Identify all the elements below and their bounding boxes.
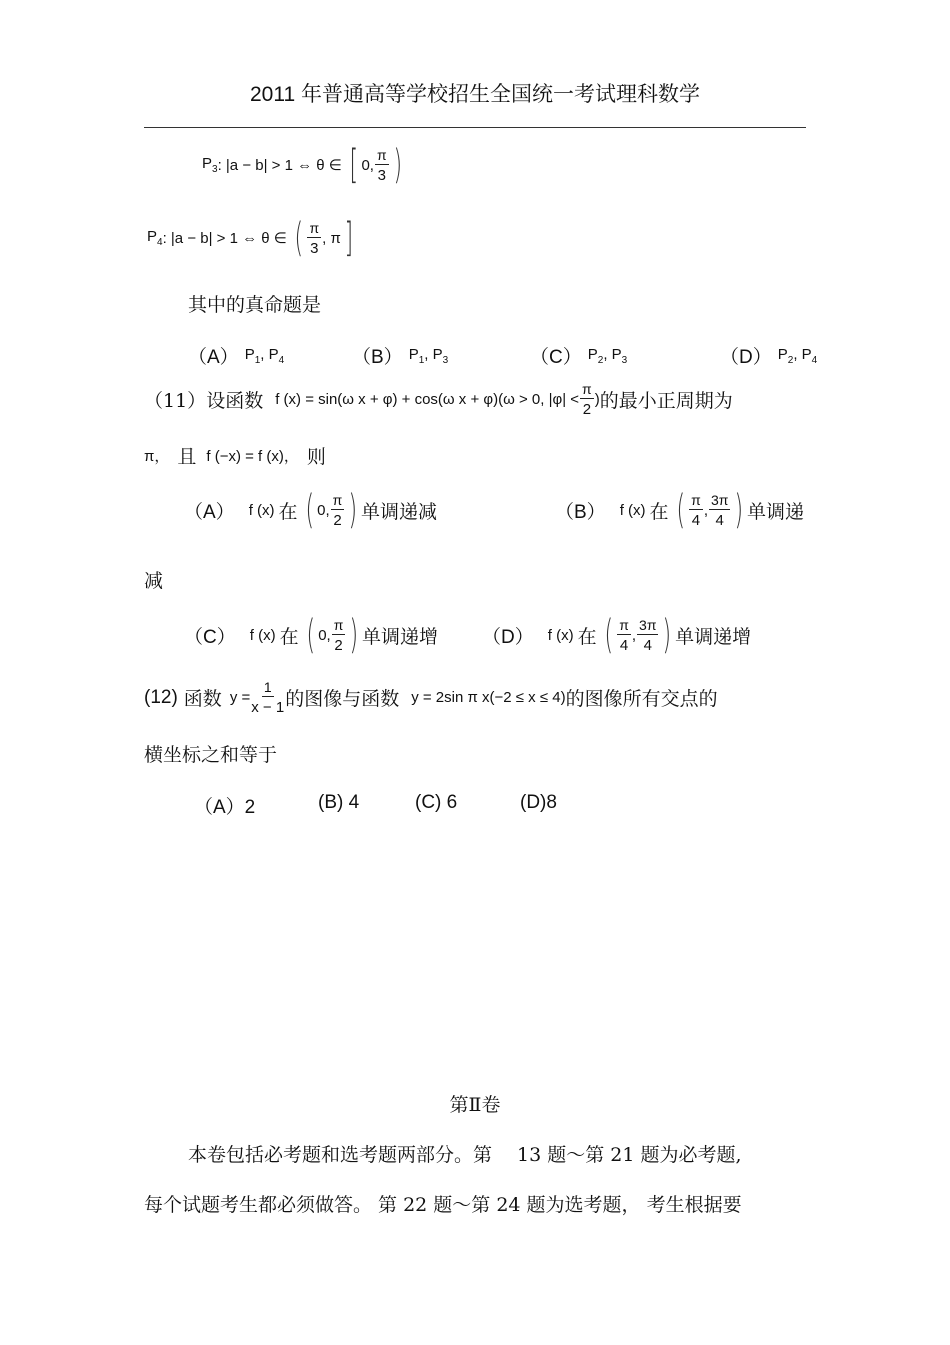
- fraction: $\frac{3\pi}{4}$: [639, 616, 657, 654]
- section-title: 第Ⅱ卷: [449, 1094, 501, 1116]
- q12-option-a: （A）2: [194, 797, 256, 818]
- fraction: $\frac{3\pi}{4}$: [710, 491, 729, 529]
- question-11-line2: π， 且 f (−x) = f (x)， 则: [144, 446, 326, 468]
- q11-option-b: （B） f (x) 在 ( $\frac{\pi}{4}$ , $\frac{3\pi}{4}$ ) 单调递: [555, 487, 805, 533]
- q11-option-a: （A） f (x) 在 ( 0, $\frac{\pi}{2}$ ) 单调递减: [184, 487, 437, 533]
- section-intro-line2: 每个试题考生都必须做答。 第 22 题～第 24 题为选考题， 考生根据要: [144, 1194, 742, 1216]
- fraction: $\frac{\pi}{4}$: [691, 491, 701, 529]
- q10-option-a: （A） $P_1$, $P_4$: [188, 345, 285, 368]
- q10-option-c: （C） $P_2$, $P_3$: [530, 345, 628, 368]
- q10-option-b: （B） $P_1$, $P_3$: [352, 345, 449, 368]
- q11-option-c: （C） f (x) 在 ( 0, $\frac{\pi}{2}$ ) 单调递增: [184, 612, 438, 658]
- p3-condition: : |a − b| > 1 ⇔ θ ∈: [217, 157, 342, 174]
- fraction: $\frac{\pi}{2}$: [333, 616, 344, 654]
- header-divider: [144, 127, 806, 128]
- p4-condition: : |a − b| > 1 ⇔ θ ∈: [162, 230, 287, 247]
- question-number: (12): [144, 686, 178, 708]
- question-12-line2: 横坐标之和等于: [144, 744, 278, 766]
- fraction: $\frac{1}{x - 1}$: [251, 679, 285, 716]
- q10-option-d: （D） $P_2$, $P_4$: [720, 345, 818, 368]
- page-header-title: 2011 年普通高等学校招生全国统一考试理科数学: [250, 83, 700, 106]
- q11-option-d: （D） f (x) 在 ( $\frac{\pi}{4}$ , $\frac{3\pi}{4}$ ) 单调递增: [482, 612, 752, 658]
- q12-option-d: (D)8: [520, 792, 557, 813]
- function-definition: f (x) = sin(ω x + φ) + cos(ω x + φ)(ω > 0, |φ| <: [275, 391, 580, 408]
- fraction: $\frac{\pi}{3}$: [309, 219, 320, 257]
- q12-option-b: (B) 4: [318, 792, 360, 813]
- fraction: $\frac{\pi}{3}$: [376, 146, 387, 184]
- section-intro-line1: 本卷包括必考题和选考题两部分。第 13 题～第 21 题为必考题,: [188, 1144, 742, 1166]
- proposition-p3: $P_3$ : |a − b| > 1 ⇔ θ ∈ [ 0, $\frac{\pi}{3}$ ): [202, 142, 402, 188]
- question-10-prompt: 其中的真命题是: [188, 294, 322, 316]
- function-definition: y = 2sin π x(−2 ≤ x ≤ 4): [411, 689, 566, 706]
- question-11-line1: （11） 设函数 f (x) = sin(ω x + φ) + cos(ω x + φ)(ω > 0, |φ| < $\frac{\pi}{2}$ ) 的最小正周期为: [144, 381, 733, 418]
- question-12-line1: (12) 函数 y = $\frac{1}{x - 1}$ 的图像与函数 y = 2sin π x(−2 ≤ x ≤ 4) 的图像所有交点的: [144, 679, 718, 716]
- question-number: （11）: [144, 390, 207, 412]
- fraction: $\frac{\pi}{4}$: [619, 616, 629, 654]
- proposition-p4: $P_4$ : |a − b| > 1 ⇔ θ ∈ ( $\frac{\pi}{3}$ , π ]: [147, 215, 353, 261]
- q12-option-c: (C) 6: [415, 792, 458, 813]
- fraction: $\frac{\pi}{2}$: [582, 381, 592, 418]
- fraction: $\frac{\pi}{2}$: [332, 491, 343, 529]
- q11-option-b-wrap: 减: [144, 570, 164, 592]
